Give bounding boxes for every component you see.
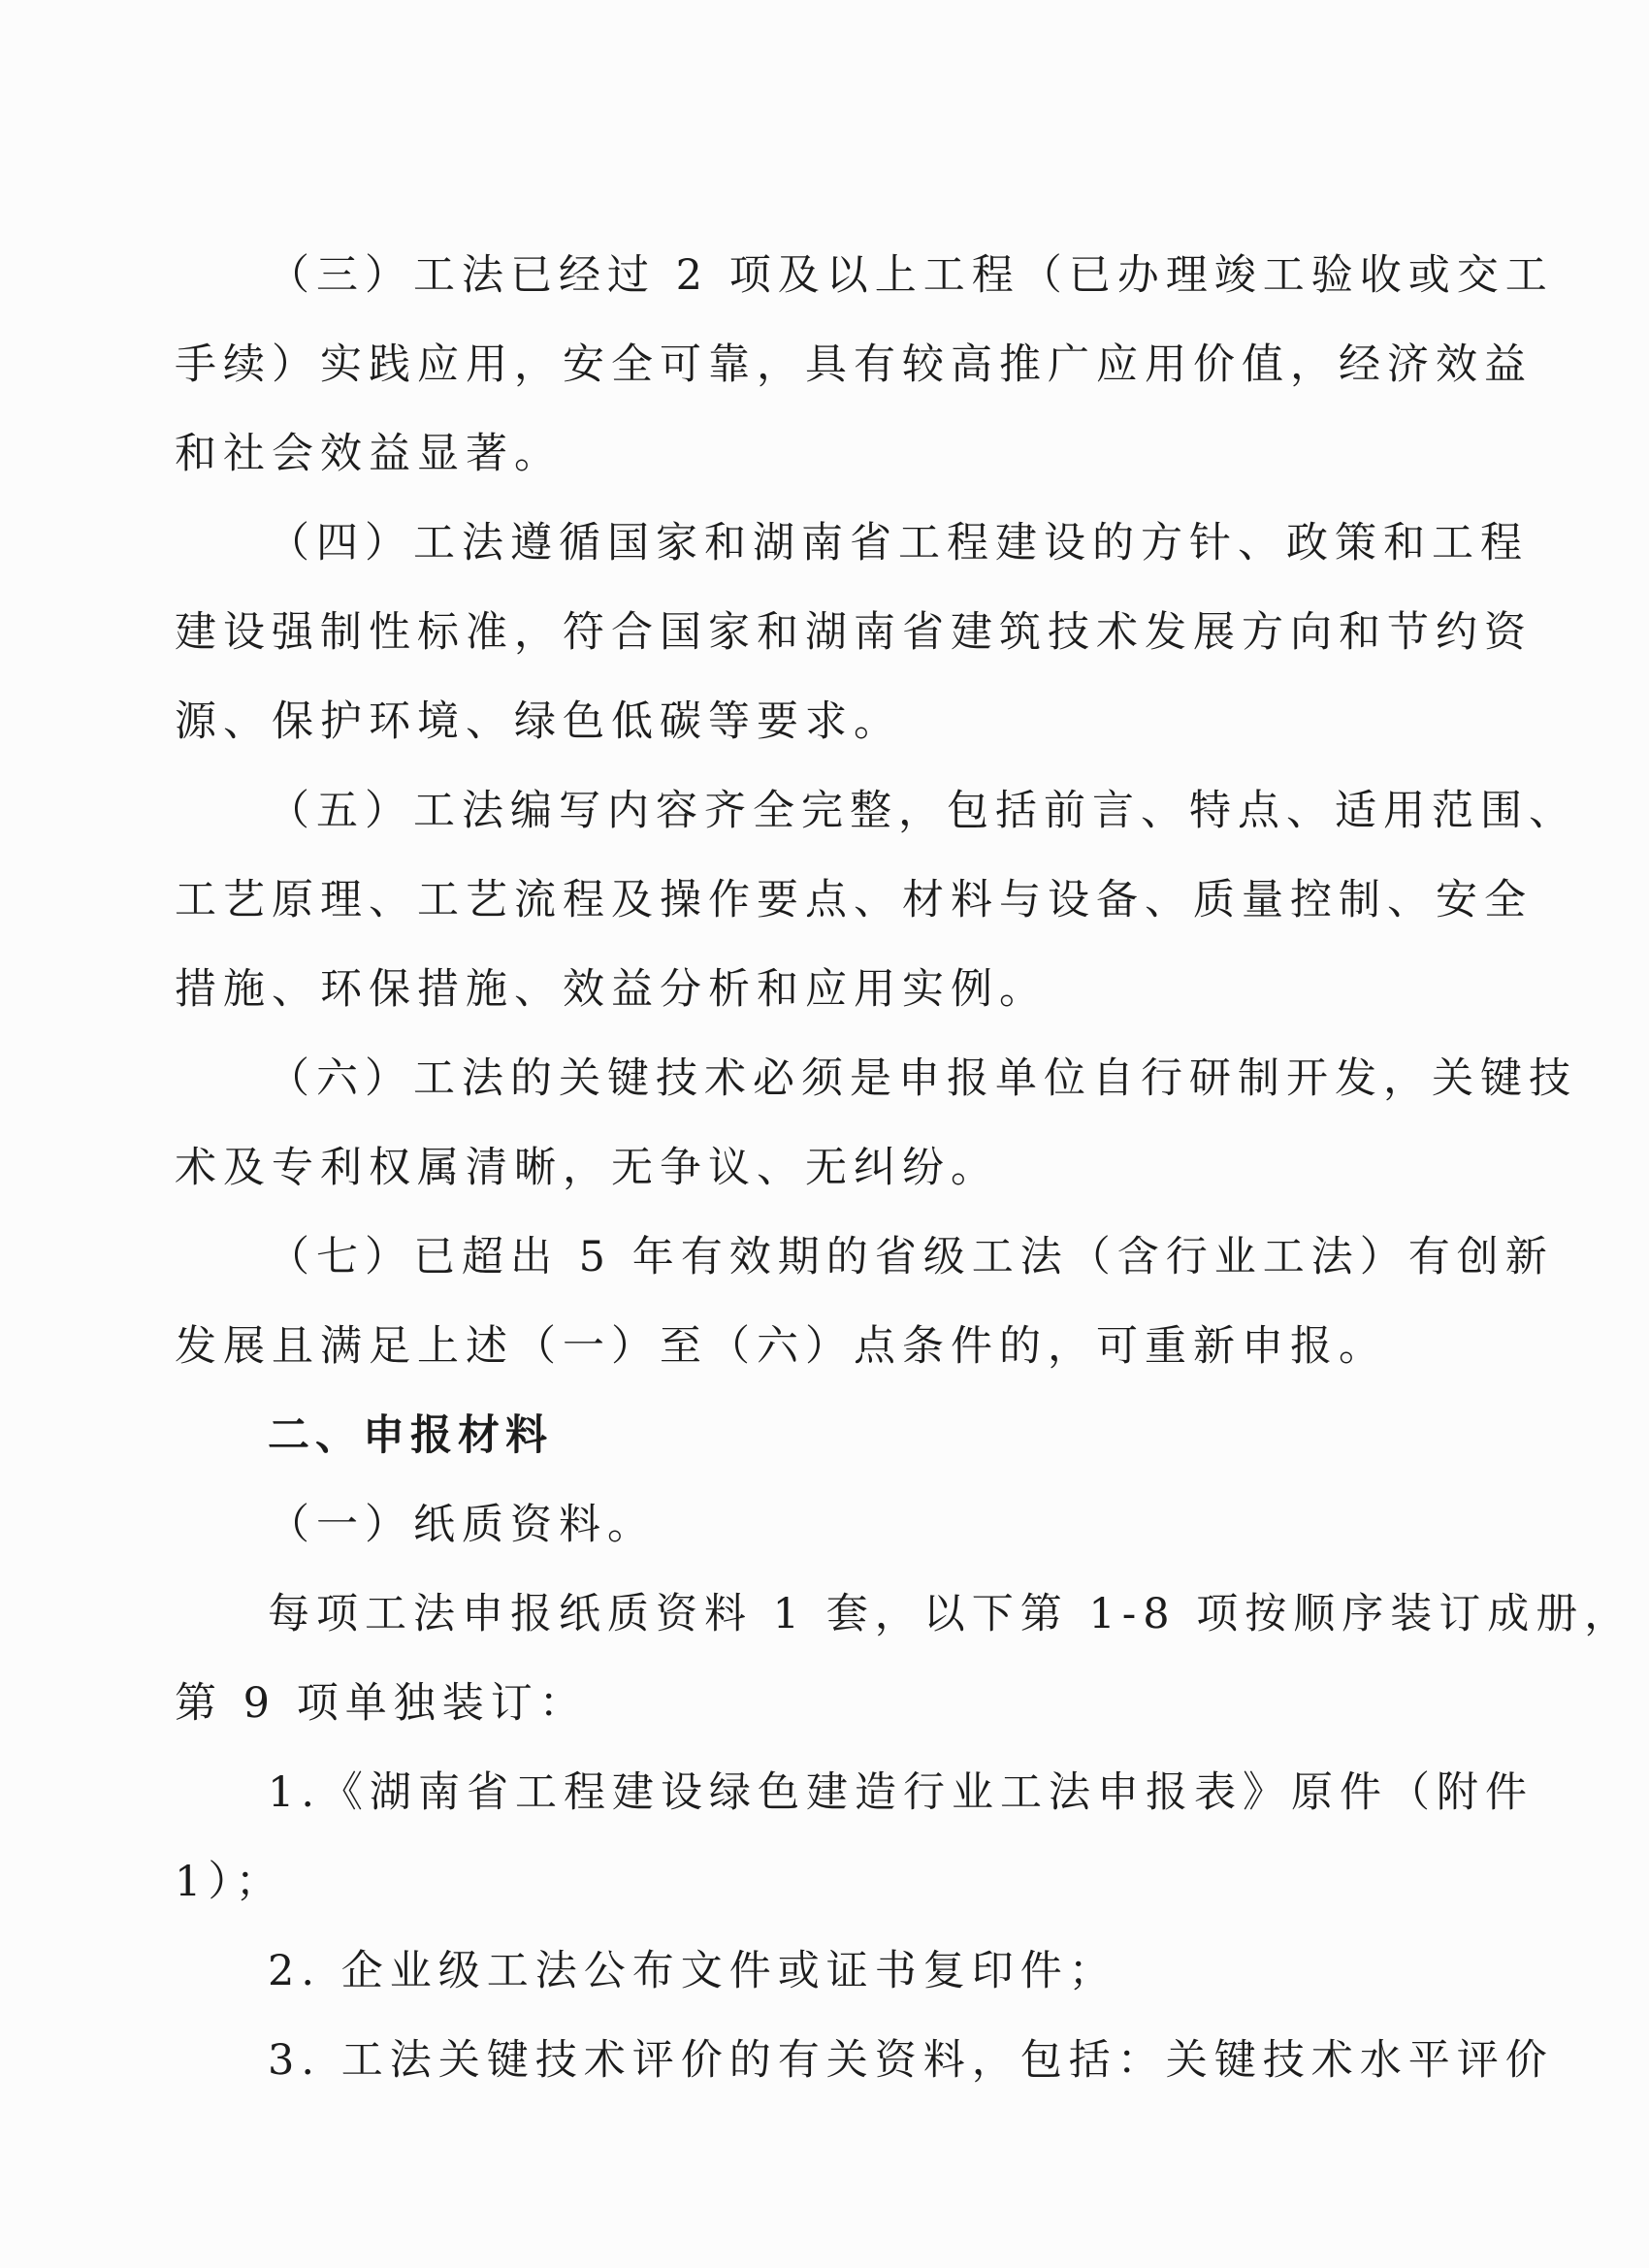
paragraph-line: 发展且满足上述（一）至（六）点条件的，可重新申报。 <box>175 1322 1387 1371</box>
paragraph-line: 源、保护环境、绿色低碳等要求。 <box>175 697 902 746</box>
list-item: 1.《湖南省工程建设绿色建造行业工法申报表》原件（附件 <box>268 1768 1535 1817</box>
document-body <box>175 231 1633 2105</box>
paragraph-line: （三）工法已经过 2 项及以上工程（已办理竣工验收或交工 <box>268 251 1554 300</box>
paragraph-line: 第 9 项单独装订： <box>175 1679 588 1728</box>
paragraph-line: （五）工法编写内容齐全完整，包括前言、特点、适用范围、 <box>268 787 1577 835</box>
section-heading: 二、申报材料 <box>268 1411 553 1460</box>
paragraph-line: 措施、环保措施、效益分析和应用实例。 <box>175 965 1048 1014</box>
list-item: 2. 企业级工法公布文件或证书复印件； <box>268 1947 1117 1995</box>
paragraph-line: 手续）实践应用，安全可靠，具有较高推广应用价值，经济效益 <box>175 340 1533 389</box>
paragraph-line: （七）已超出 5 年有效期的省级工法（含行业工法）有创新 <box>268 1233 1554 1281</box>
paragraph-line: （四）工法遵循国家和湖南省工程建设的方针、政策和工程 <box>268 519 1529 567</box>
paragraph-line: 和社会效益显著。 <box>175 430 563 478</box>
paragraph-line: （六）工法的关键技术必须是申报单位自行研制开发，关键技 <box>268 1054 1577 1103</box>
paragraph-line: 每项工法申报纸质资料 1 套，以下第 1-8 项按顺序装订成册， <box>268 1590 1633 1638</box>
paragraph-line: 术及专利权属清晰，无争议、无纠纷。 <box>175 1144 999 1192</box>
paragraph-line: 工艺原理、工艺流程及操作要点、材料与设备、质量控制、安全 <box>175 876 1533 924</box>
list-item: 3. 工法关键技术评价的有关资料，包括：关键技术水平评价 <box>268 2036 1554 2085</box>
subsection-heading: （一）纸质资料。 <box>268 1501 656 1549</box>
list-item-continuation: 1）； <box>175 1858 284 1906</box>
paragraph-line: 建设强制性标准，符合国家和湖南省建筑技术发展方向和节约资 <box>175 608 1533 657</box>
